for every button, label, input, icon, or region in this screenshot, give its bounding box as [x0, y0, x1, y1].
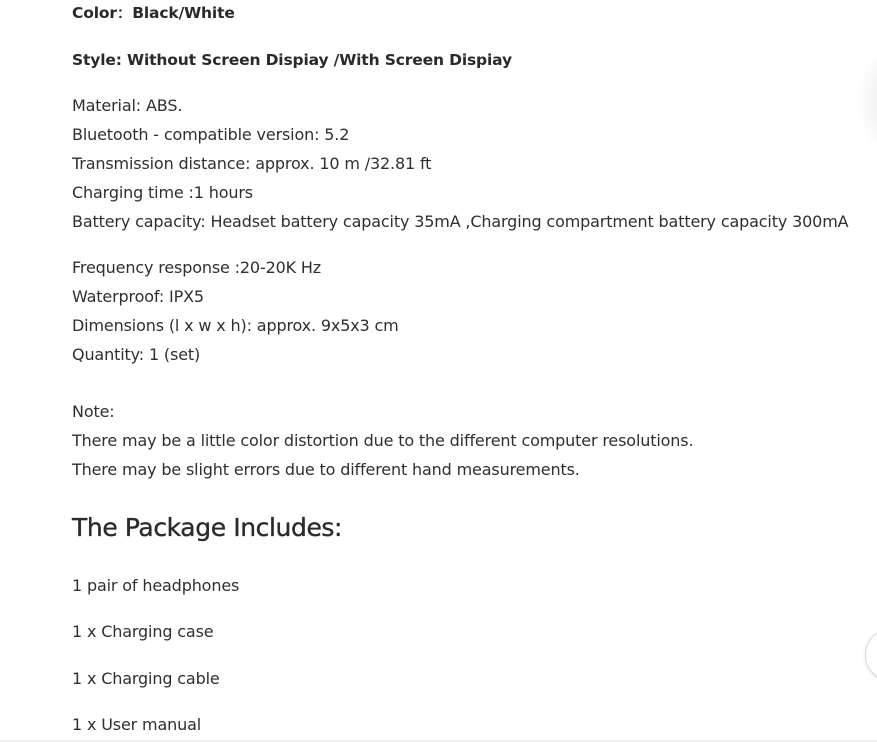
package-item-headphones: 1 pair of headphones: [72, 576, 240, 595]
spec-battery: Battery capacity: Headset battery capacity 35mA ,Charging compartment battery capacity 300mA: [72, 212, 849, 231]
note-measurement-errors: There may be slight errors due to different hand measurements.: [72, 460, 580, 479]
spec-dimensions: Dimensions (l x w x h): approx. 9x5x3 cm: [72, 316, 399, 335]
spec-charging-time: Charging time :1 hours: [72, 183, 253, 202]
floating-action-button[interactable]: [865, 628, 877, 682]
spec-transmission: Transmission distance: approx. 10 m /32.81 ft: [72, 154, 432, 173]
spec-quantity: Quantity: 1 (set): [72, 345, 201, 364]
package-item-charging-cable: 1 x Charging cable: [72, 669, 220, 688]
side-drawer-shadow: [857, 40, 877, 160]
note-color-distortion: There may be a little color distortion due to the different computer resolutions.: [72, 431, 694, 450]
package-item-user-manual: 1 x User manual: [72, 715, 202, 734]
spec-material: Material: ABS.: [72, 96, 183, 115]
spec-frequency: Frequency response :20-20K Hz: [72, 258, 322, 277]
note-label: Note:: [72, 402, 115, 421]
spec-color: Color：Black/White: [72, 4, 235, 22]
package-heading: The Package Includes:: [72, 513, 343, 542]
spec-bluetooth: Bluetooth - compatible version: 5.2: [72, 125, 350, 144]
spec-style: Style: Without Screen Dispiay /With Screen Dispiay: [72, 51, 512, 69]
package-item-charging-case: 1 x Charging case: [72, 622, 214, 641]
spec-waterproof: Waterproof: IPX5: [72, 287, 204, 306]
